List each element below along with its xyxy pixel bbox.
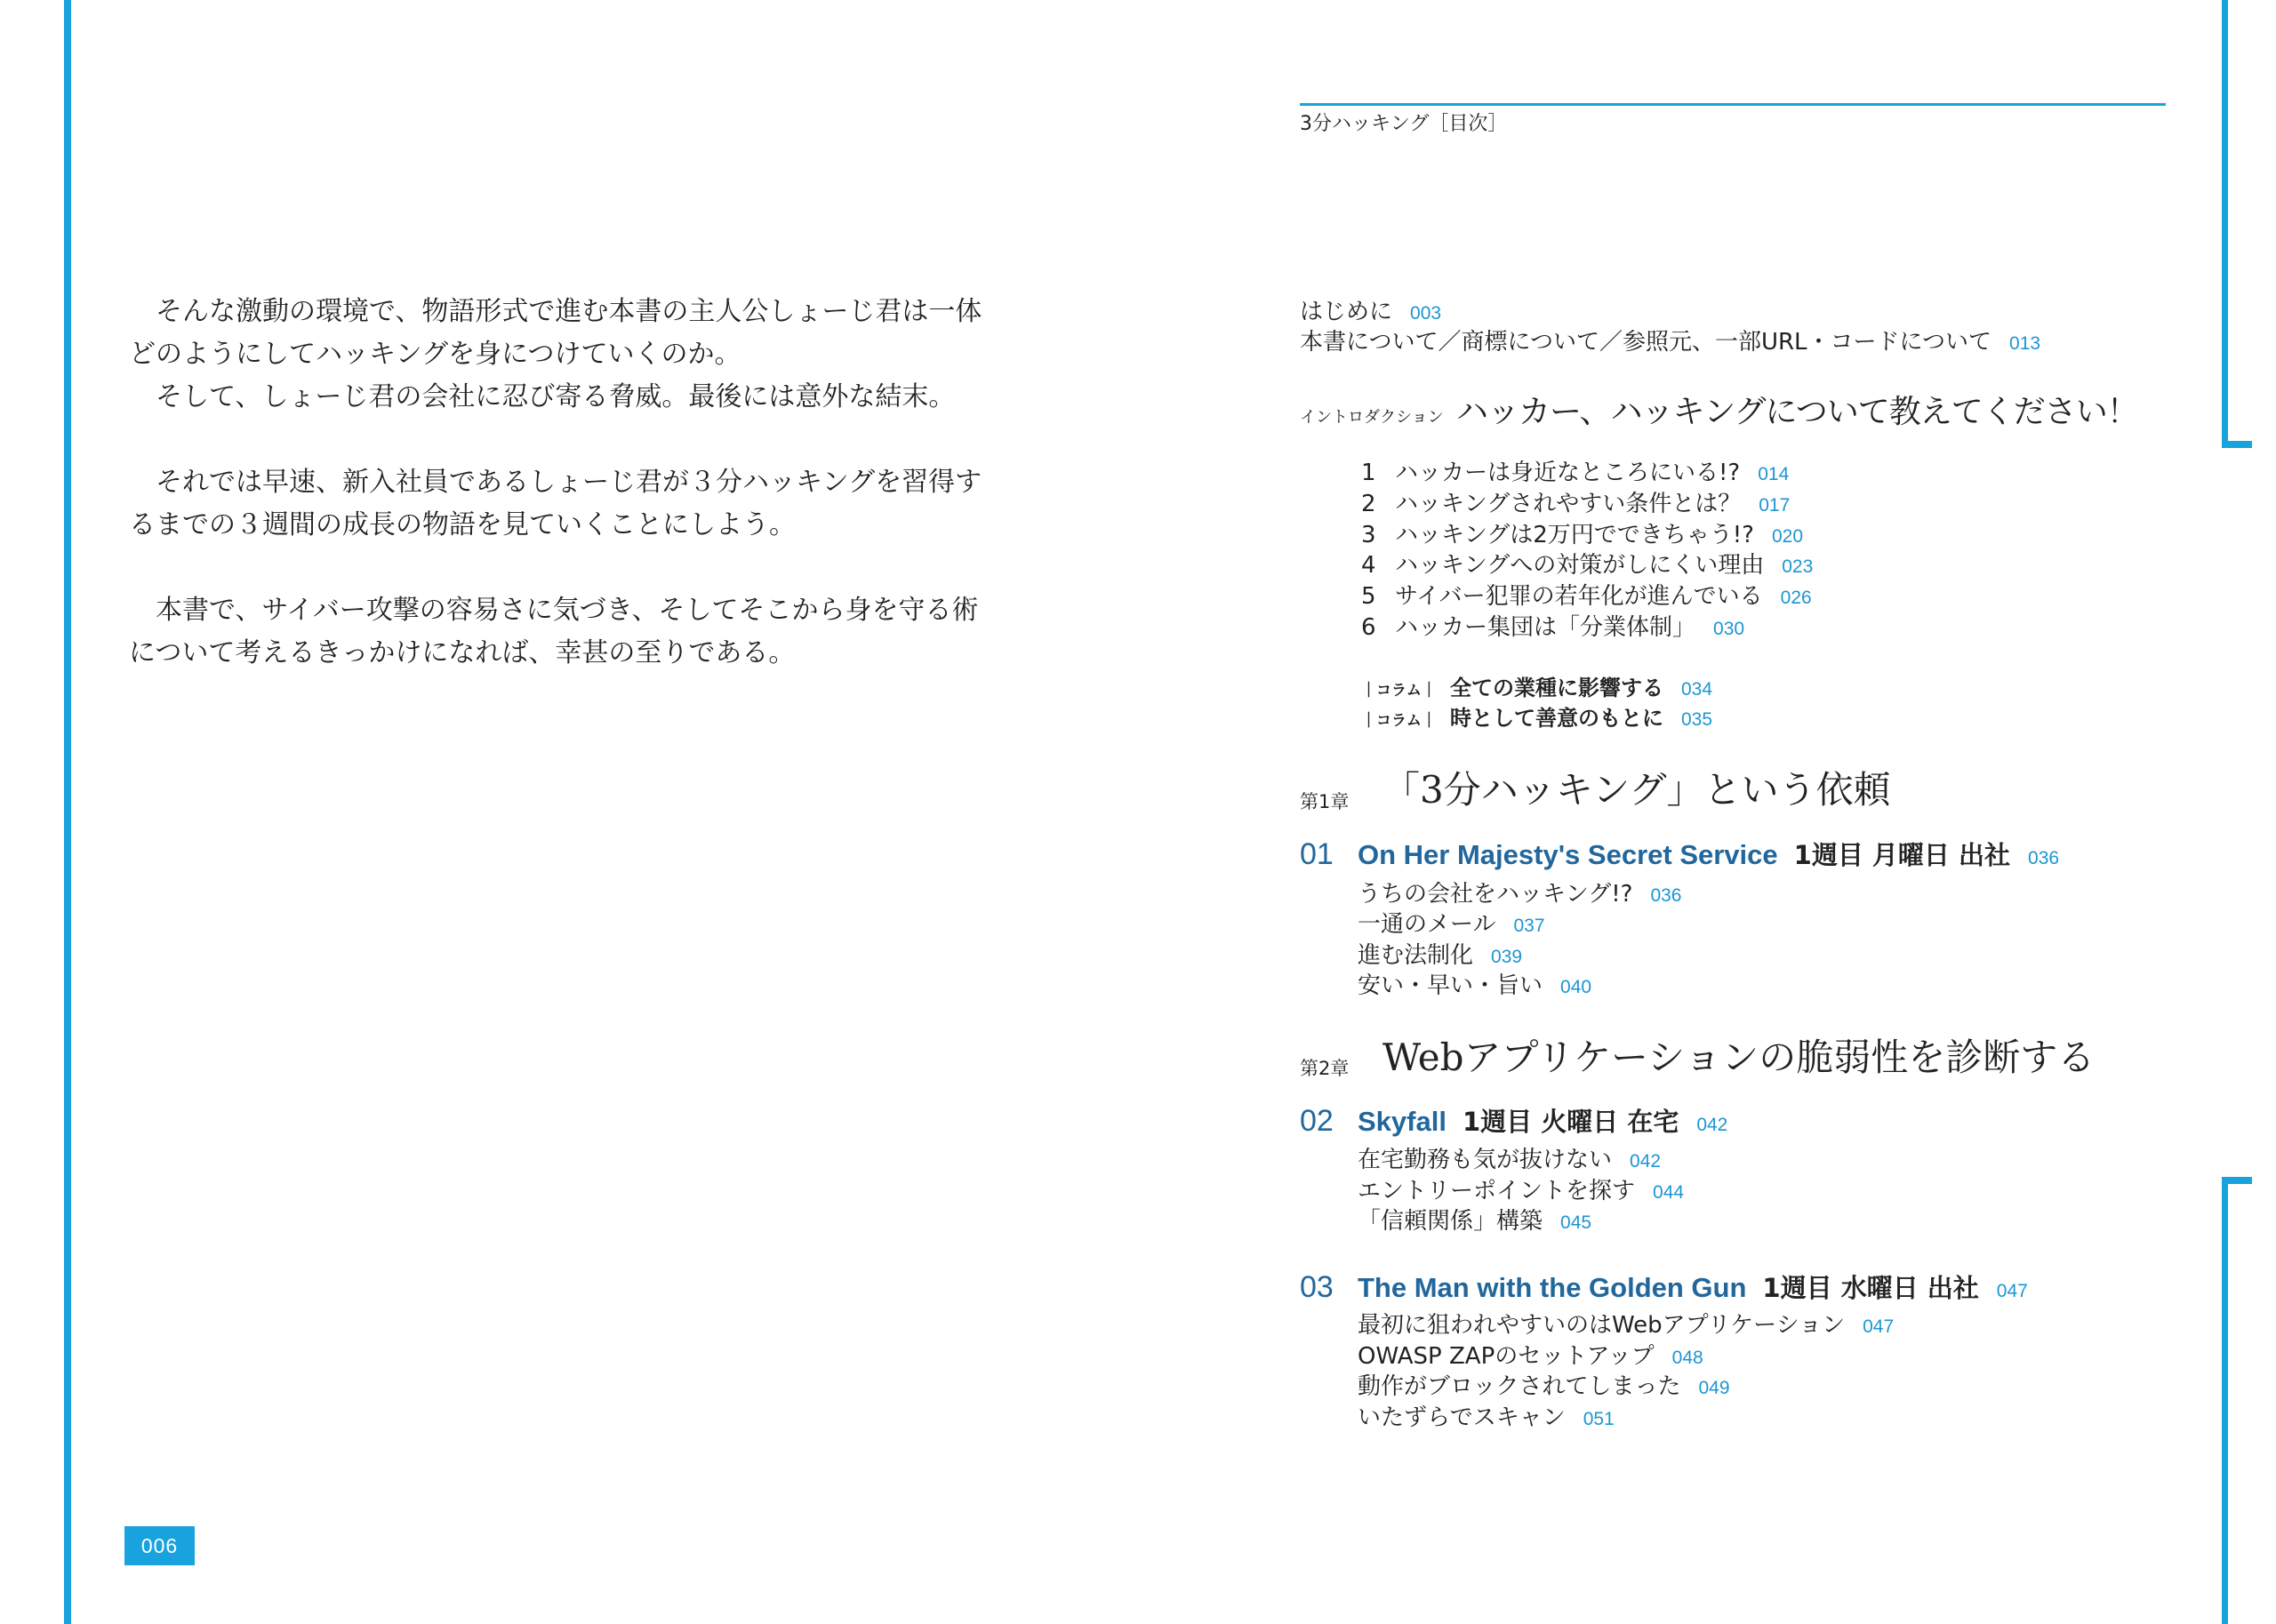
section-heading (1300, 1268, 2028, 1307)
toc-page-number: 047 (1863, 1316, 1895, 1337)
section-title: On Her Majesty's Secret Service (1358, 839, 1778, 870)
section-schedule: 1週目 月曜日 出社 (1793, 840, 2011, 870)
toc-entry-title: ハッキングは2万円でできちゃう!? (1395, 522, 1754, 548)
index-tab-top-horizontal (2222, 441, 2252, 448)
toc-page-number: 017 (1759, 495, 1791, 516)
toc-entry-title: はじめに (1300, 299, 1393, 325)
header-rule (1300, 103, 2166, 106)
subsection-entry (1358, 1340, 1703, 1374)
paragraph-4 (129, 589, 982, 675)
subsection-entry (1358, 940, 1522, 973)
subsection-entry (1358, 1309, 1894, 1343)
paragraph-2 (129, 376, 982, 419)
toc-page-number: 051 (1583, 1409, 1615, 1429)
text-line: 本書で、サイバー攻撃の容易さに気づき、そしてそこから身を守る術 (156, 595, 979, 626)
toc-entry-title: ハッカーは身近なところにいる!? (1395, 460, 1741, 486)
toc-page-number: 049 (1698, 1378, 1730, 1398)
toc-entry-title: 在宅勤務も気が抜けない (1358, 1147, 1613, 1173)
toc-page-number: 044 (1653, 1182, 1685, 1203)
item-number: 5 (1361, 583, 1376, 610)
section-number: 02 (1300, 1104, 1334, 1138)
toc-entry-about (1300, 326, 2040, 360)
toc-entry-title: 最初に狙われやすいのはWebアプリケーション (1358, 1312, 1846, 1339)
section-title: Skyfall (1358, 1106, 1447, 1137)
intro-item (1361, 488, 1790, 522)
text-line: そんな激動の環境で、物語形式で進む本書の主人公しょーじ君は一体 (156, 296, 982, 327)
toc-page-number: 003 (1410, 303, 1442, 324)
intro-item (1361, 457, 1789, 491)
paragraph-3 (129, 461, 982, 547)
intro-item (1361, 612, 1744, 645)
text-line: そして、しょーじ君の会社に忍び寄る脅威。最後には意外な結末。 (156, 381, 956, 412)
toc-page-number: 037 (1513, 916, 1545, 936)
toc-page-number: 047 (1996, 1281, 2028, 1301)
toc-entry-title: ハッキングへの対策がしにくい理由 (1395, 552, 1765, 579)
toc-entry-title: いたずらでスキャン (1358, 1404, 1566, 1431)
chapter-title: 「3分ハッキング」という依頼 (1382, 768, 1891, 812)
intro-title: ハッカー、ハッキングについて教えてください！ (1456, 394, 2138, 430)
column-label: ｜コラム｜ (1361, 712, 1437, 730)
section-schedule: 1週目 火曜日 在宅 (1462, 1107, 1679, 1137)
toc-entry-title: 動作がブロックされてしまった (1358, 1373, 1681, 1400)
text-line: それでは早速、新入社員であるしょーじ君が３分ハッキングを習得す (156, 467, 982, 498)
section-title: The Man with the Golden Gun (1358, 1272, 1747, 1303)
toc-page-number: 045 (1560, 1212, 1592, 1233)
page-number-badge: 006 (124, 1526, 195, 1565)
toc-entry-title: 「信頼関係」構築 (1358, 1208, 1543, 1235)
item-number: 1 (1361, 460, 1376, 486)
toc-entry-title: サイバー犯罪の若年化が進んでいる (1395, 583, 1763, 610)
toc-page-number: 036 (2028, 848, 2060, 868)
toc-entry-title: うちの会社をハッキング!? (1358, 881, 1633, 908)
text-line: るまでの３週間の成長の物語を見ていくことにしよう。 (129, 509, 796, 540)
toc-entry-title: ハッカー集団は「分業体制」 (1395, 614, 1696, 641)
section-schedule: 1週目 水曜日 出社 (1762, 1273, 1979, 1303)
item-number: 6 (1361, 614, 1376, 641)
subsection-entry (1358, 1402, 1615, 1436)
item-number: 4 (1361, 552, 1376, 579)
toc-page-number: 035 (1681, 709, 1713, 730)
chapter-label: 第1章 (1300, 791, 1350, 812)
subsection-entry (1358, 1205, 1591, 1239)
subsection-entry (1358, 1371, 1730, 1404)
index-tab-top-vertical (2222, 0, 2228, 448)
chapter-label: 第2章 (1300, 1058, 1350, 1079)
toc-entry-title: 本書について／商標について／参照元、一部URL・コードについて (1300, 329, 1992, 356)
toc-page-number: 020 (1772, 526, 1804, 547)
intro-label: イントロダクション (1300, 408, 1444, 427)
toc-page-number: 014 (1758, 464, 1790, 484)
toc-page-number: 023 (1782, 556, 1814, 577)
paragraph-1 (129, 291, 982, 376)
body-text (129, 291, 982, 675)
item-number: 3 (1361, 522, 1376, 548)
subsection-entry (1358, 1175, 1684, 1209)
subsection-entry (1358, 1144, 1661, 1178)
left-edge-bar (64, 0, 71, 1624)
column-title: 時として善意のもとに (1450, 705, 1663, 731)
chapter-title: Webアプリケーションの脆弱性を診断する (1382, 1036, 2096, 1079)
toc-page-number: 026 (1780, 588, 1812, 608)
toc-entry-preface (1300, 296, 1441, 330)
toc-page-number: 036 (1650, 885, 1682, 906)
section-heading (1300, 1101, 1727, 1140)
text-line: どのようにしてハッキングを身につけていくのか。 (129, 339, 741, 370)
subsection-entry (1358, 970, 1591, 1004)
toc-entry-title: 進む法制化 (1358, 942, 1474, 969)
toc-entry-title: OWASP ZAPのセットアップ (1358, 1343, 1655, 1370)
toc-entry-title: ハッキングされやすい条件とは？ (1395, 491, 1742, 517)
column-title: 全ての業種に影響する (1450, 675, 1663, 700)
intro-item (1361, 519, 1803, 553)
toc-page-number: 042 (1630, 1151, 1662, 1172)
toc-page-number: 039 (1491, 947, 1523, 967)
item-number: 2 (1361, 491, 1376, 517)
section-heading (1300, 835, 2059, 874)
toc-entry-title: 一通のメール (1358, 911, 1496, 938)
section-number: 01 (1300, 837, 1334, 871)
subsection-entry (1358, 908, 1545, 942)
toc-entry-title: エントリーポイントを探す (1358, 1178, 1636, 1204)
toc-page-number: 042 (1696, 1115, 1728, 1135)
toc-page-number: 040 (1560, 977, 1592, 997)
toc-page-number: 048 (1671, 1348, 1703, 1368)
intro-item (1361, 580, 1812, 614)
toc-entry-title: 安い・早い・旨い (1358, 972, 1543, 999)
column-entry (1361, 702, 1712, 737)
running-head: 3分ハッキング［目次］ (1300, 113, 1508, 135)
toc-page-number: 034 (1681, 679, 1713, 700)
toc-page-number: 013 (2009, 333, 2041, 354)
column-label: ｜コラム｜ (1361, 682, 1437, 700)
text-line: について考えるきっかけになれば、幸甚の至りである。 (129, 637, 796, 668)
subsection-entry (1358, 878, 1682, 912)
toc-page-number: 030 (1713, 619, 1745, 639)
intro-item (1361, 549, 1813, 583)
index-tab-bottom-vertical (2222, 1177, 2228, 1624)
section-number: 03 (1300, 1270, 1334, 1304)
